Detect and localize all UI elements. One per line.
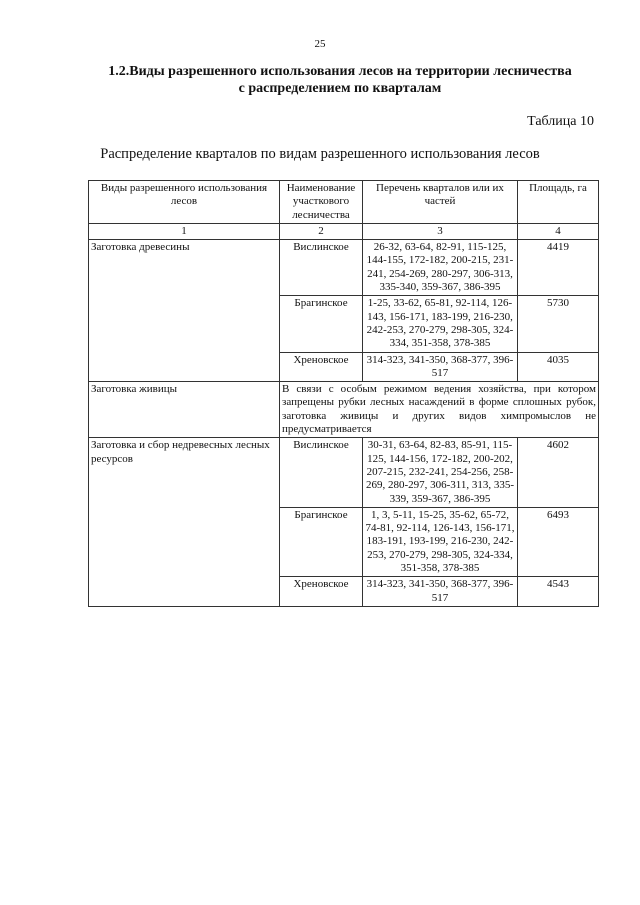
table-row <box>89 382 599 438</box>
quarters-distribution-table <box>88 180 599 607</box>
area-cell: 5730 <box>518 296 599 352</box>
table-header-row <box>89 181 599 224</box>
table-row <box>89 438 599 507</box>
area-cell: 6493 <box>518 507 599 576</box>
section-heading-line1: 1.2.Виды разрешенного использования лесов на территории лесничества <box>108 64 572 79</box>
column-number: 4 <box>518 223 599 239</box>
quarters-cell: 314-323, 341-350, 368-377, 396-517 <box>363 577 518 607</box>
forestry-cell: Вислинское <box>280 438 363 507</box>
quarters-cell: 1-25, 33-62, 65-81, 92-114, 126-143, 156-171, 183-199, 216-230, 242-253, 270-279, 298-305, 324-334, 351-358, 378-385 <box>363 296 518 352</box>
section-heading <box>60 63 620 97</box>
use-type-cell: Заготовка древесины <box>89 240 280 382</box>
forestry-cell: Вислинское <box>280 240 363 296</box>
quarters-cell: 314-323, 341-350, 368-377, 396-517 <box>363 352 518 382</box>
column-number: 1 <box>89 223 280 239</box>
note-cell: В связи с особым режимом ведения хозяйства, при котором запрещены рубки лесных насаждений в форме сплошных рубок, заготовка живицы и других видов химпромыслов не предусматривается <box>280 382 599 438</box>
area-cell: 4543 <box>518 577 599 607</box>
column-number: 2 <box>280 223 363 239</box>
table-caption: Распределение кварталов по видам разрешенного использования лесов <box>100 146 540 162</box>
column-number-row <box>89 223 599 239</box>
quarters-cell: 26-32, 63-64, 82-91, 115-125, 144-155, 172-182, 200-215, 231-241, 254-269, 280-297, 306-313, 335-340, 359-367, 386-395 <box>363 240 518 296</box>
use-type-cell: Заготовка живицы <box>89 382 280 438</box>
area-cell: 4419 <box>518 240 599 296</box>
section-heading-line2: с распределением по кварталам <box>238 81 442 96</box>
forestry-cell: Хреновское <box>280 352 363 382</box>
header-quarters: Перечень кварталов или их частей <box>363 181 518 224</box>
forestry-cell: Брагинское <box>280 507 363 576</box>
table-row <box>89 240 599 296</box>
header-area: Площадь, га <box>518 181 599 224</box>
header-forestry: Наименование участкового лесничества <box>280 181 363 224</box>
quarters-cell: 30-31, 63-64, 82-83, 85-91, 115-125, 144-156, 172-182, 200-202, 207-215, 232-241, 254-256, 258-269, 280-297, 306-311, 313, 335-339, 359-367, 386-395 <box>363 438 518 507</box>
area-cell: 4602 <box>518 438 599 507</box>
forestry-cell: Брагинское <box>280 296 363 352</box>
table-label: Таблица 10 <box>527 114 594 129</box>
area-cell: 4035 <box>518 352 599 382</box>
page-number: 25 <box>314 38 326 50</box>
header-use-type: Виды разрешенного использования лесов <box>89 181 280 224</box>
quarters-cell: 1, 3, 5-11, 15-25, 35-62, 65-72, 74-81, 92-114, 126-143, 156-171, 183-191, 193-199, 216-230, 242-253, 270-279, 298-305, 324-334, 351-358, 378-385 <box>363 507 518 576</box>
use-type-cell: Заготовка и сбор недревесных лесных ресурсов <box>89 438 280 607</box>
column-number: 3 <box>363 223 518 239</box>
forestry-cell: Хреновское <box>280 577 363 607</box>
